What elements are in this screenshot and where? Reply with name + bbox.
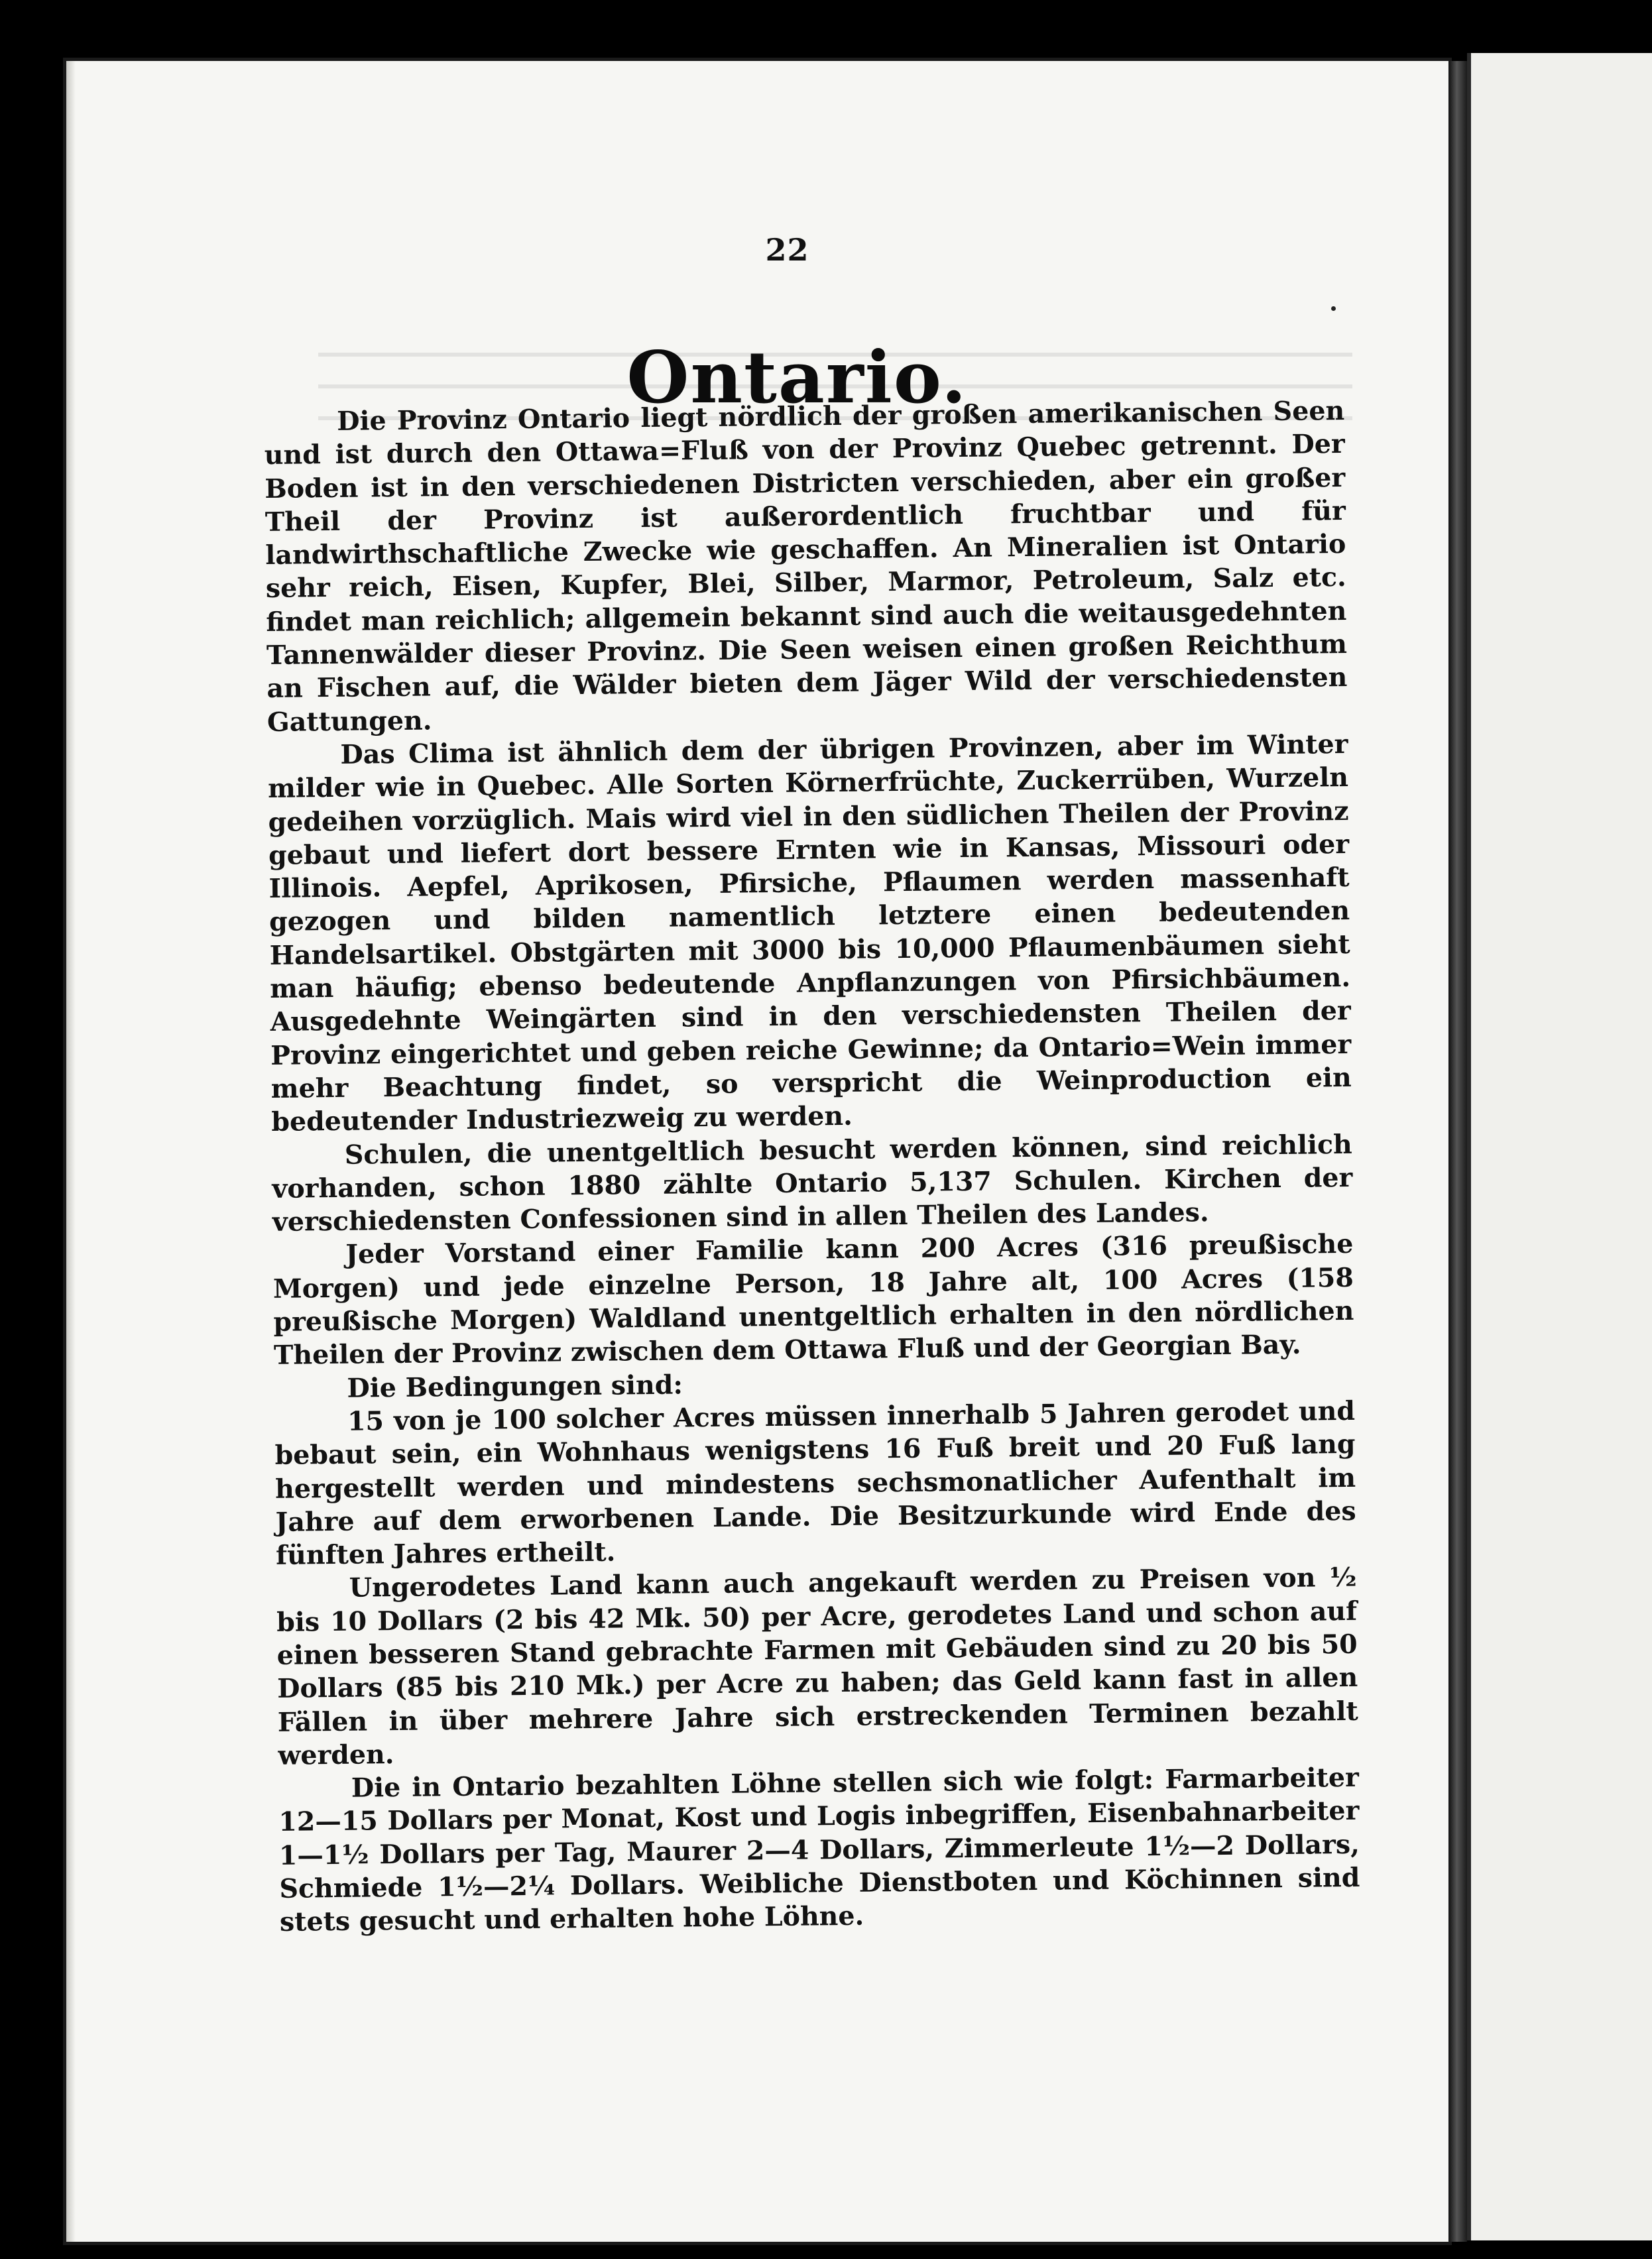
- speck: [1331, 306, 1336, 311]
- paragraph: Die Provinz Ontario liegt nördlich der großen amerikanischen Seen und ist durch den Ottawa=Fluß von der Provinz Quebec getrennt. Der Boden ist in den verschiedenen Districten verschieden, aber ein großer Theil der Provinz ist außerordentlich fruchtbar und für landwirthschaftliche Zwecke wie geschaffen. An Mineralien ist Ontario sehr reich, Eisen, Kupfer, Blei, Silber, Marmor, Petroleum, Salz etc. findet man reichlich; allgemein bekannt sind auch die weitausgedehnten Tannenwälder dieser Provinz. Die Seen weisen einen großen Reichthum an Fischen auf, die Wälder bieten dem Jäger Wild der verschiedensten Gattungen.: [264, 395, 1348, 738]
- adjacent-page: [1467, 53, 1652, 2240]
- page-edge-shadow: [66, 61, 76, 2242]
- book-page: [66, 61, 1448, 2242]
- page-number: 22: [765, 232, 809, 268]
- paragraph: Die in Ontario bezahlten Löhne stellen sich wie folgt: Farmarbeiter 12—15 Dollars per Monat, Kost und Logis inbegriffen, Eisenbahnarbeiter 1—1½ Dollars per Tag, Maurer 2—4 Dollars, Zimmerleute 1½—2 Dollars, Schmiede 1½—2¼ Dollars. Weibliche Dienstboten und Köchinnen sind stets gesucht und erhalten hohe Löhne.: [278, 1762, 1360, 1938]
- paragraph: Ungerodetes Land kann auch angekauft werden zu Preisen von ½ bis 10 Dollars (2 bis 42 Mk. 50) per Acre, gerodetes Land und schon auf einen besseren Stand gebrachte Farmen mit Gebäuden sind zu 20 bis 50 Dollars (85 bis 210 Mk.) per Acre zu haben; das Geld kann fast in allen Fällen in über mehrere Jahre sich erstreckenden Terminen bezahlt werden.: [276, 1562, 1358, 1771]
- page-title: Ontario.: [626, 336, 968, 420]
- paragraph: 15 von je 100 solcher Acres müssen innerhalb 5 Jahren gerodet und bebaut sein, ein Wohnhaus wenigstens 16 Fuß breit und 20 Fuß lang hergestellt werden und mindestens sechsmonatlicher Aufenthalt im Jahre auf dem erworbenen Lande. Die Besitzurkunde wird Ende des fünften Jahres ertheilt.: [274, 1395, 1356, 1571]
- paragraph: Jeder Vorstand einer Familie kann 200 Acres (316 preußische Morgen) und jede einzelne Person, 18 Jahre alt, 100 Acres (158 preußische Morgen) Waldland unentgeltlich erhalten in den nördlichen Theilen der Provinz zwischen dem Ottawa Fluß und der Georgian Bay.: [272, 1229, 1354, 1371]
- adjacent-page-edge: [1467, 53, 1471, 2240]
- paragraph: Schulen, die unentgeltlich besucht werden können, sind reichlich vorhanden, schon 1880 zählte Ontario 5,137 Schulen. Kirchen der verschiedensten Confessionen sind in allen Theilen des Landes.: [272, 1129, 1353, 1238]
- body-text: [264, 394, 1360, 1940]
- paragraph: Das Clima ist ähnlich dem der übrigen Provinzen, aber im Winter milder wie in Quebec. Alle Sorten Körnerfrüchte, Zuckerrüben, Wurzeln gedeihen vorzüglich. Mais wird viel in den südlichen Theilen der Provinz gebaut und liefert dort bessere Ernten wie in Kansas, Missouri oder Illinois. Aepfel, Aprikosen, Pfirsiche, Pflaumen werden massenhaft gezogen und bilden namentlich letztere einen bedeutenden Handelsartikel. Obstgärten mit 3000 bis 10,000 Pflaumenbäumen sieht man häufig; ebenso bedeutende Anpflanzungen von Pfirsichbäumen. Ausgedehnte Weingärten sind in den verschiedensten Theilen der Provinz eingerichtet und geben reiche Gewinne; da Ontario=Wein immer mehr Beachtung findet, so verspricht die Weinproduction ein bedeutender Industriezweig zu werden.: [267, 728, 1352, 1138]
- paragraph: Die Bedingungen sind:: [347, 1369, 683, 1404]
- book-gutter: [1448, 61, 1467, 2242]
